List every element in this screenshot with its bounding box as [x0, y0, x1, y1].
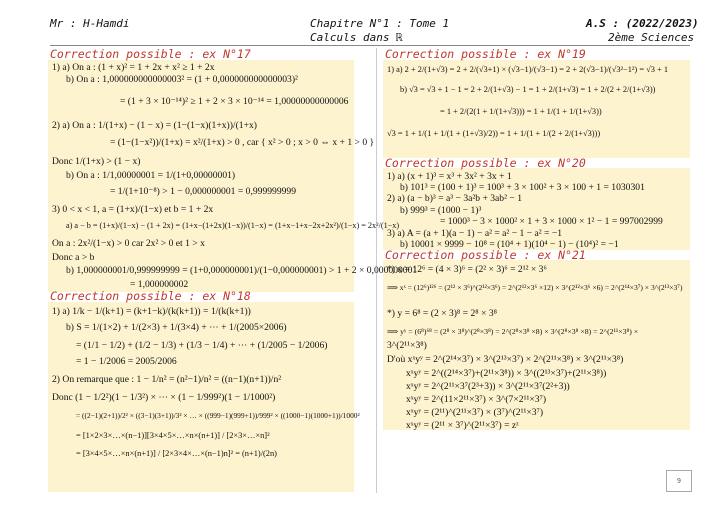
ex20-line-3: 2) a) (a − b)³ = a³ − 3a²b + 3ab² − 1: [387, 193, 522, 204]
ex21-line-8: xˣyʸ = 2^(2¹¹×3⁷(2³+3)) × 3^(2¹¹×3⁷(2²+3)): [406, 381, 570, 392]
ex21-line-10: xˣyʸ = (2¹¹)^(2¹¹×3⁷) × (3⁷)^(2¹¹×3⁷): [406, 407, 544, 418]
ex18-title: Correction possible : ex N°18: [50, 289, 251, 303]
ex18-line-4: = 1 − 1/2006 = 2005/2006: [76, 356, 177, 367]
ex17-line-1: 1) a) On a : (1 + x)² = 1 + 2x + x² ≥ 1 + 2x: [52, 62, 215, 73]
ex18-line-6: Donc (1 − 1/2²)(1 − 1/3²) × ⋯ × (1 − 1/999²)(1 − 1/1000²): [52, 392, 276, 403]
page-number: 9: [666, 470, 692, 492]
ex17-line-8: = 1/(1+10⁻⁸) > 1 − 0,000000001 = 0,999999999: [110, 186, 297, 197]
ex21-title: Correction possible : ex N°21: [385, 248, 586, 262]
ex19-line-3: = 1 + 2/(2(1 + 1/(1+√3))) = 1 + 1/(1 + 1/(1+√3)): [440, 107, 602, 116]
ex17-line-5: = (1−(1−x²))/(1+x) = x²/(1+x) > 0 , car { x² > 0 ; x > 0 ⇔ x + 1 > 0 }: [110, 137, 375, 148]
ex17-line-11: On a : 2x²/(1−x) > 0 car 2x² > 0 et 1 > x: [52, 238, 205, 249]
ex17-line-4: 2) a) On a : 1/(1+x) − (1 − x) = (1−(1−x)(1+x))/(1+x): [52, 120, 257, 131]
ex20-line-5: = 1000³ − 3 × 1000² × 1 + 3 × 1000 × 1² − 1 = 997002999: [440, 216, 663, 227]
ex20-line-1: 1) a) (x + 1)³ = x³ + 3x² + 3x + 1: [387, 171, 512, 182]
ex17-line-2: b) On a : 1,000000000000003² = (1 + 0,000000000000003)²: [66, 74, 298, 85]
ex19-line-4: √3 = 1 + 1/(1 + 1/(1 + (1+√3)/2)) = 1 + 1/(1 + 1/(2 + 2/(1+√3))): [387, 129, 601, 138]
ex17-line-6: Donc 1/(1+x) > (1 − x): [52, 156, 141, 167]
ex20-title: Correction possible : ex N°20: [385, 156, 586, 170]
ex17-line-14: = 1,000000002: [130, 279, 189, 290]
ex18-line-2: b) S = 1/(1×2) + 1/(2×3) + 1/(3×4) + ⋯ + 1/(2005×2006): [66, 322, 287, 333]
ex20-line-7: b) 10001 × 9999 − 10⁸ = (10⁴ + 1)(10⁴ − 1) − (10⁴)² = −1: [400, 239, 619, 250]
ex19-line-2: b) √3 = √3 + 1 − 1 = 2 + 2/(1+√3) − 1 = 1 + 2/(1+√3) = 1 + 2/(2 + 2/(1+√3)): [400, 85, 656, 94]
ex17-title: Correction possible : ex N°17: [50, 47, 251, 61]
header-chapter: Chapitre N°1 : Tome 1: [310, 17, 450, 30]
ex21-line-4: ⟹ yʸ = (6⁸)⁶⁸ = (2⁸ × 3⁸)^(2⁸×3⁸) = 2^(2⁸×3⁸ ×8) × 3^(2⁸×3⁸ ×8) = 2^(2¹¹×3⁸) ×: [387, 327, 639, 336]
header-level: 2ème Sciences: [608, 31, 695, 44]
ex21-line-11: xˣyʸ = (2¹¹ × 3⁷)^(2¹¹×3⁷) = zᶻ: [406, 420, 519, 431]
ex21-line-3: *) y = 6⁸ = (2 × 3)⁸ = 2⁸ × 3⁸: [387, 308, 497, 319]
ex17-line-13: b) 1,000000001/0,999999999 = (1+0,000000001)/(1−0,000000001) > 1 + 2 × 0,000000001: [66, 265, 418, 276]
ex18-line-1: 1) a) 1/k − 1/(k+1) = (k+1−k)/(k(k+1)) = 1/(k(k+1)): [52, 306, 251, 317]
ex18-line-7: = ((2−1)(2+1))/2² × ((3−1)(3+1))/3² × … × ((999−1)(999+1))/999² × ((1000−1)(1000+1))/1000²: [76, 411, 360, 420]
header-author: Mr : H-Hamdi: [50, 17, 130, 30]
header-year: A.S : (2022/2023): [586, 17, 699, 30]
ex21-line-7: xˣyʸ = 2^((2¹⁴×3⁷)+(2¹¹×3⁸)) × 3^((2¹³×3⁷)+(2¹¹×3⁸)): [406, 368, 607, 379]
ex19-title: Correction possible : ex N°19: [385, 47, 586, 61]
ex17-line-12: Donc a > b: [52, 252, 95, 263]
ex21-line-9: xˣyʸ = 2^(11×2¹¹×3⁷) × 3^(7×2¹¹×3⁷): [406, 394, 547, 405]
ex19-line-1: 1) a) 2 + 2/(1+√3) = 2 + 2/(√3+1) × (√3−1)/(√3−1) = 2 + 2(√3−1)/(√3²−1²) = √3 + 1: [387, 65, 669, 74]
ex20-line-4: b) 999³ = (1000 − 1)³: [400, 205, 482, 216]
ex21-line-1: *) x = 12⁶ = (4 × 3)⁶ = (2² × 3)⁶ = 2¹² × 3⁶: [387, 264, 547, 275]
ex20-line-2: b) 101³ = (100 + 1)³ = 100³ + 3 × 100² + 3 × 100 + 1 = 1030301: [400, 182, 645, 193]
ex18-line-8: = [1×2×3×…×(n−1)][3×4×5×…×n×(n+1)] / [2×3×…×n]²: [76, 431, 270, 440]
header-subtitle: Calculs dans ℝ: [310, 31, 403, 44]
ex21-line-6: D'où xˣyʸ = 2^(2¹⁴×3⁷) × 3^(2¹³×3⁷) × 2^(2¹¹×3⁸) × 3^(2¹¹×3⁸): [387, 354, 624, 365]
ex17-line-10: a) a − b = (1+x)/(1−x) − (1 + 2x) = (1+x−(1+2x)(1−x))/(1−x) = (1+x−1+x−2x+2x²)/(1−x) = 2x²/(1−x): [66, 221, 400, 230]
ex18-line-9: = [3×4×5×…×n×(n+1)] / [2×3×4×…×(n−1)n]² = (n+1)/(2n): [76, 449, 277, 458]
ex17-line-9: 3) 0 < x < 1, a = (1+x)/(1−x) et b = 1 + 2x: [52, 204, 214, 215]
ex17-line-3: = (1 + 3 × 10⁻¹⁴)² ≥ 1 + 2 × 3 × 10⁻¹⁴ = 1,00000000000006: [120, 96, 349, 107]
ex17-line-7: b) On a : 1/1,00000001 = 1/(1+0,00000001): [66, 170, 236, 181]
ex20-line-6: 3) a) A = (a + 1)(a − 1) − a² = a² − 1 − a² = −1: [387, 228, 563, 239]
ex18-line-5: 2) On remarque que : 1 − 1/n² = (n²−1)/n² = ((n−1)(n+1))/n²: [52, 374, 282, 385]
ex21-line-5: 3^(2¹¹×3⁸): [387, 340, 427, 351]
header-divider: [50, 45, 690, 46]
ex18-line-3: = (1/1 − 1/2) + (1/2 − 1/3) + (1/3 − 1/4) + ⋯ + (1/2005 − 1/2006): [76, 340, 328, 351]
ex21-line-2: ⟹ xˣ = (12⁶)¹²⁶ = (2¹² × 3⁶)^(2¹²×3⁶) = 2^(2¹²×3⁶ ×12) × 3^(2¹²×3⁶ ×6) = 2^(2¹⁴×3⁷) × 3^(2¹³×3⁷): [387, 283, 683, 292]
